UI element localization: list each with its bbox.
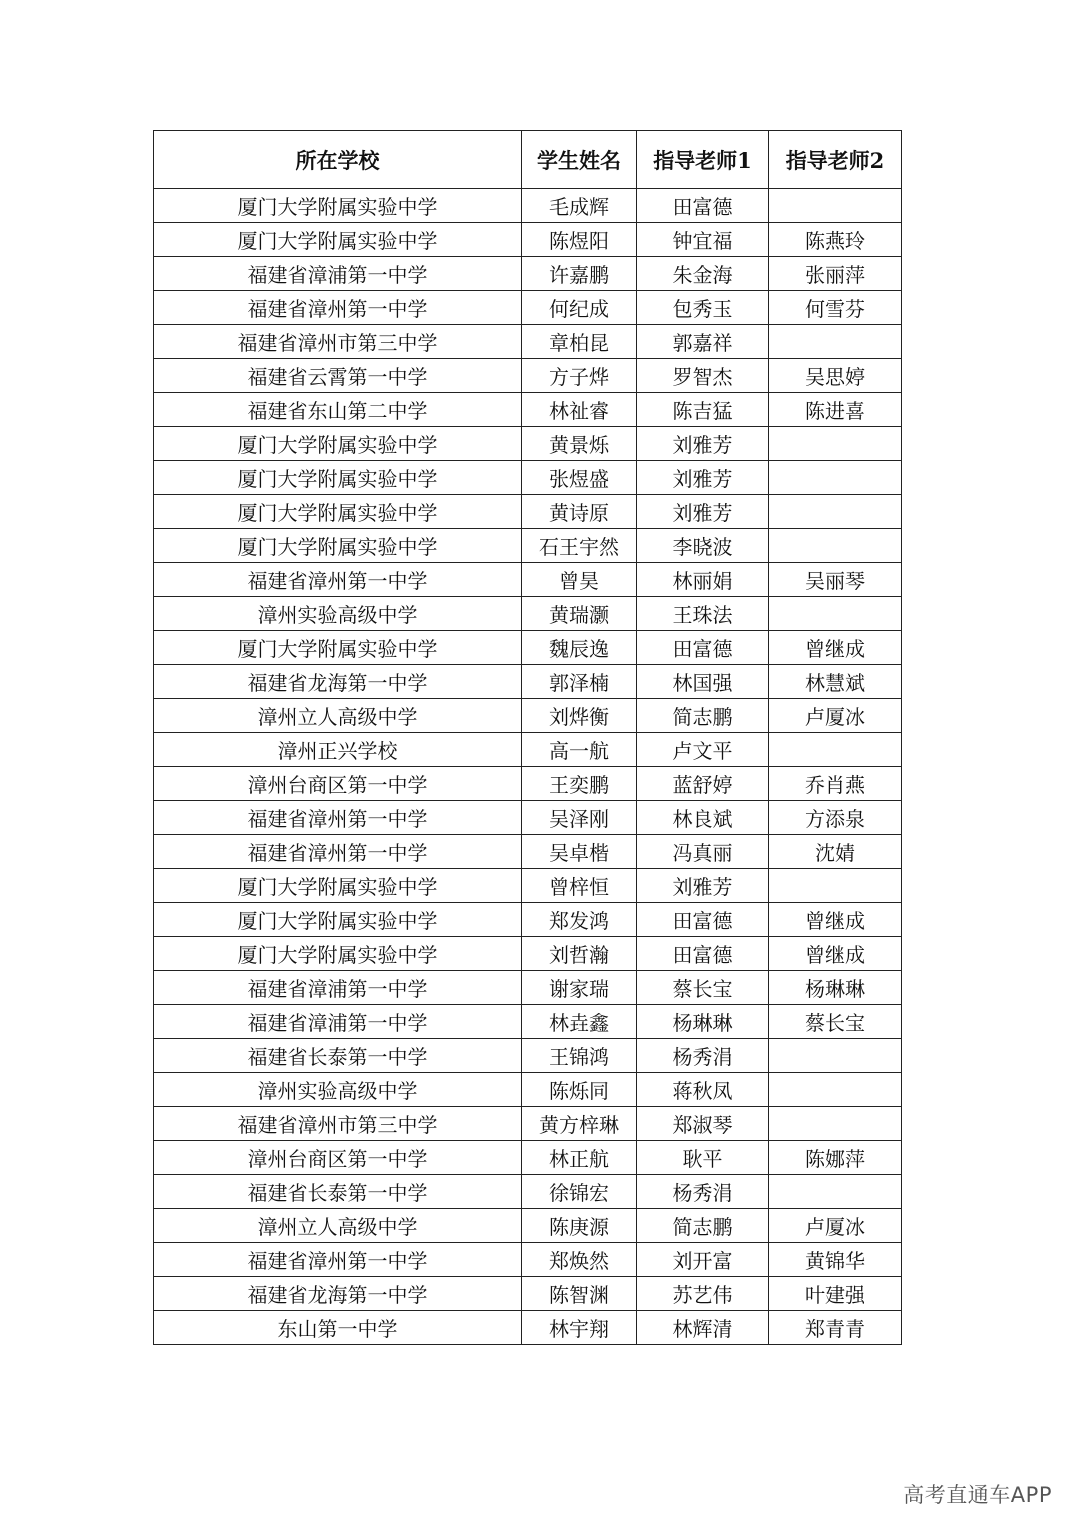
table-row bbox=[154, 631, 902, 665]
cell-teacher-1: 陈吉猛 bbox=[637, 393, 769, 427]
table-row bbox=[154, 291, 902, 325]
award-table bbox=[153, 130, 902, 1345]
table-row bbox=[154, 1243, 902, 1277]
cell-school: 漳州正兴学校 bbox=[154, 733, 522, 767]
cell-teacher-1: 刘雅芳 bbox=[637, 461, 769, 495]
header-student-name: 学生姓名 bbox=[522, 131, 637, 189]
cell-student-name: 吴泽刚 bbox=[522, 801, 637, 835]
cell-teacher-2 bbox=[769, 1175, 902, 1209]
table-row bbox=[154, 903, 902, 937]
cell-student-name: 方子烨 bbox=[522, 359, 637, 393]
cell-teacher-2: 方添泉 bbox=[769, 801, 902, 835]
cell-teacher-2 bbox=[769, 529, 902, 563]
header-row bbox=[154, 131, 902, 189]
cell-student-name: 郑焕然 bbox=[522, 1243, 637, 1277]
table-row bbox=[154, 1175, 902, 1209]
cell-teacher-1: 刘雅芳 bbox=[637, 427, 769, 461]
cell-student-name: 何纪成 bbox=[522, 291, 637, 325]
cell-student-name: 林正航 bbox=[522, 1141, 637, 1175]
cell-teacher-2: 卢厦冰 bbox=[769, 1209, 902, 1243]
cell-school: 福建省漳浦第一中学 bbox=[154, 257, 522, 291]
table-row bbox=[154, 1107, 902, 1141]
table-row bbox=[154, 767, 902, 801]
header-teacher-1: 指导老师1 bbox=[637, 131, 769, 189]
table-row bbox=[154, 495, 902, 529]
cell-teacher-1: 苏艺伟 bbox=[637, 1277, 769, 1311]
cell-school: 福建省云霄第一中学 bbox=[154, 359, 522, 393]
cell-teacher-2: 郑青青 bbox=[769, 1311, 902, 1345]
cell-teacher-2 bbox=[769, 461, 902, 495]
cell-teacher-1: 郭嘉祥 bbox=[637, 325, 769, 359]
cell-school: 漳州立人高级中学 bbox=[154, 699, 522, 733]
cell-school: 厦门大学附属实验中学 bbox=[154, 903, 522, 937]
cell-school: 厦门大学附属实验中学 bbox=[154, 529, 522, 563]
cell-school: 福建省漳浦第一中学 bbox=[154, 971, 522, 1005]
cell-student-name: 陈烁同 bbox=[522, 1073, 637, 1107]
cell-teacher-1: 林良斌 bbox=[637, 801, 769, 835]
table-row bbox=[154, 937, 902, 971]
table-row bbox=[154, 801, 902, 835]
cell-teacher-1: 杨琳琳 bbox=[637, 1005, 769, 1039]
cell-teacher-2: 吴丽琴 bbox=[769, 563, 902, 597]
cell-teacher-2 bbox=[769, 325, 902, 359]
watermark: 高考直通车APP bbox=[903, 1483, 1052, 1507]
cell-school: 厦门大学附属实验中学 bbox=[154, 869, 522, 903]
cell-school: 厦门大学附属实验中学 bbox=[154, 937, 522, 971]
cell-student-name: 刘哲瀚 bbox=[522, 937, 637, 971]
table-row bbox=[154, 835, 902, 869]
cell-teacher-1: 卢文平 bbox=[637, 733, 769, 767]
cell-teacher-1: 包秀玉 bbox=[637, 291, 769, 325]
cell-student-name: 黄景烁 bbox=[522, 427, 637, 461]
cell-school: 福建省龙海第一中学 bbox=[154, 665, 522, 699]
cell-teacher-1: 田富德 bbox=[637, 937, 769, 971]
cell-school: 福建省长泰第一中学 bbox=[154, 1175, 522, 1209]
cell-teacher-2: 曾继成 bbox=[769, 631, 902, 665]
cell-school: 漳州台商区第一中学 bbox=[154, 1141, 522, 1175]
cell-student-name: 石王宇然 bbox=[522, 529, 637, 563]
cell-student-name: 黄诗原 bbox=[522, 495, 637, 529]
cell-student-name: 郭泽楠 bbox=[522, 665, 637, 699]
cell-teacher-2 bbox=[769, 189, 902, 223]
cell-teacher-1: 田富德 bbox=[637, 631, 769, 665]
table-row bbox=[154, 869, 902, 903]
cell-teacher-1: 罗智杰 bbox=[637, 359, 769, 393]
cell-school: 福建省漳州第一中学 bbox=[154, 835, 522, 869]
cell-student-name: 毛成辉 bbox=[522, 189, 637, 223]
cell-student-name: 刘烨衡 bbox=[522, 699, 637, 733]
cell-school: 漳州立人高级中学 bbox=[154, 1209, 522, 1243]
cell-teacher-2 bbox=[769, 427, 902, 461]
cell-school: 福建省漳州第一中学 bbox=[154, 1243, 522, 1277]
table-row bbox=[154, 223, 902, 257]
cell-school: 福建省漳州市第三中学 bbox=[154, 325, 522, 359]
cell-teacher-2: 陈进喜 bbox=[769, 393, 902, 427]
cell-student-name: 黄瑞灏 bbox=[522, 597, 637, 631]
cell-teacher-1: 李晓波 bbox=[637, 529, 769, 563]
cell-teacher-1: 刘开富 bbox=[637, 1243, 769, 1277]
cell-teacher-1: 郑淑琴 bbox=[637, 1107, 769, 1141]
header-school: 所在学校 bbox=[154, 131, 522, 189]
cell-student-name: 魏辰逸 bbox=[522, 631, 637, 665]
cell-teacher-2: 林慧斌 bbox=[769, 665, 902, 699]
table-row bbox=[154, 1141, 902, 1175]
cell-teacher-1: 刘雅芳 bbox=[637, 495, 769, 529]
cell-teacher-2: 陈燕玲 bbox=[769, 223, 902, 257]
cell-teacher-1: 田富德 bbox=[637, 903, 769, 937]
cell-teacher-2: 蔡长宝 bbox=[769, 1005, 902, 1039]
cell-student-name: 高一航 bbox=[522, 733, 637, 767]
table-row bbox=[154, 461, 902, 495]
cell-teacher-2: 曾继成 bbox=[769, 937, 902, 971]
cell-teacher-1: 王珠法 bbox=[637, 597, 769, 631]
cell-teacher-2: 何雪芬 bbox=[769, 291, 902, 325]
table-header bbox=[154, 131, 902, 189]
cell-school: 福建省漳浦第一中学 bbox=[154, 1005, 522, 1039]
cell-teacher-1: 简志鹏 bbox=[637, 1209, 769, 1243]
cell-teacher-2: 吴思婷 bbox=[769, 359, 902, 393]
cell-teacher-1: 林国强 bbox=[637, 665, 769, 699]
cell-school: 福建省漳州市第三中学 bbox=[154, 1107, 522, 1141]
cell-teacher-1: 耿平 bbox=[637, 1141, 769, 1175]
table-row bbox=[154, 1277, 902, 1311]
cell-school: 厦门大学附属实验中学 bbox=[154, 631, 522, 665]
table-row bbox=[154, 1073, 902, 1107]
table-row bbox=[154, 699, 902, 733]
cell-teacher-1: 蔡长宝 bbox=[637, 971, 769, 1005]
cell-student-name: 曾梓恒 bbox=[522, 869, 637, 903]
cell-teacher-1: 蓝舒婷 bbox=[637, 767, 769, 801]
cell-student-name: 王奕鹏 bbox=[522, 767, 637, 801]
cell-teacher-2: 曾继成 bbox=[769, 903, 902, 937]
cell-teacher-2 bbox=[769, 495, 902, 529]
cell-teacher-2: 杨琳琳 bbox=[769, 971, 902, 1005]
cell-student-name: 王锦鸿 bbox=[522, 1039, 637, 1073]
table-row bbox=[154, 1039, 902, 1073]
cell-school: 福建省漳州第一中学 bbox=[154, 563, 522, 597]
cell-teacher-2 bbox=[769, 1039, 902, 1073]
table-row bbox=[154, 325, 902, 359]
cell-student-name: 郑发鸿 bbox=[522, 903, 637, 937]
cell-school: 福建省龙海第一中学 bbox=[154, 1277, 522, 1311]
cell-student-name: 吴卓楷 bbox=[522, 835, 637, 869]
table-row bbox=[154, 257, 902, 291]
cell-teacher-1: 简志鹏 bbox=[637, 699, 769, 733]
table-body bbox=[154, 189, 902, 1345]
cell-teacher-2: 黄锦华 bbox=[769, 1243, 902, 1277]
cell-teacher-2 bbox=[769, 869, 902, 903]
cell-school: 厦门大学附属实验中学 bbox=[154, 189, 522, 223]
table-row bbox=[154, 427, 902, 461]
cell-school: 福建省漳州第一中学 bbox=[154, 291, 522, 325]
cell-school: 东山第一中学 bbox=[154, 1311, 522, 1345]
table-row bbox=[154, 563, 902, 597]
cell-teacher-1: 杨秀涓 bbox=[637, 1175, 769, 1209]
cell-student-name: 章柏昆 bbox=[522, 325, 637, 359]
cell-school: 漳州实验高级中学 bbox=[154, 1073, 522, 1107]
cell-student-name: 曾昊 bbox=[522, 563, 637, 597]
table-row bbox=[154, 597, 902, 631]
cell-school: 厦门大学附属实验中学 bbox=[154, 427, 522, 461]
cell-student-name: 谢家瑞 bbox=[522, 971, 637, 1005]
cell-teacher-2 bbox=[769, 597, 902, 631]
cell-student-name: 许嘉鹏 bbox=[522, 257, 637, 291]
cell-school: 漳州台商区第一中学 bbox=[154, 767, 522, 801]
table-row bbox=[154, 971, 902, 1005]
cell-teacher-2: 乔肖燕 bbox=[769, 767, 902, 801]
cell-teacher-1: 钟宜福 bbox=[637, 223, 769, 257]
cell-school: 厦门大学附属实验中学 bbox=[154, 495, 522, 529]
cell-teacher-2: 卢厦冰 bbox=[769, 699, 902, 733]
cell-school: 福建省长泰第一中学 bbox=[154, 1039, 522, 1073]
cell-teacher-2 bbox=[769, 733, 902, 767]
cell-teacher-2: 陈娜萍 bbox=[769, 1141, 902, 1175]
cell-teacher-1: 蒋秋凤 bbox=[637, 1073, 769, 1107]
cell-teacher-1: 林丽娟 bbox=[637, 563, 769, 597]
table-row bbox=[154, 733, 902, 767]
cell-student-name: 林垚鑫 bbox=[522, 1005, 637, 1039]
cell-school: 福建省漳州第一中学 bbox=[154, 801, 522, 835]
table-row bbox=[154, 359, 902, 393]
cell-teacher-1: 杨秀涓 bbox=[637, 1039, 769, 1073]
cell-teacher-1: 朱金海 bbox=[637, 257, 769, 291]
cell-teacher-2: 沈婧 bbox=[769, 835, 902, 869]
table-row bbox=[154, 1005, 902, 1039]
table-row bbox=[154, 665, 902, 699]
table-row bbox=[154, 1311, 902, 1345]
cell-student-name: 林祉睿 bbox=[522, 393, 637, 427]
table-row bbox=[154, 529, 902, 563]
cell-student-name: 陈煜阳 bbox=[522, 223, 637, 257]
cell-student-name: 徐锦宏 bbox=[522, 1175, 637, 1209]
cell-teacher-1: 田富德 bbox=[637, 189, 769, 223]
cell-teacher-2: 张丽萍 bbox=[769, 257, 902, 291]
cell-teacher-1: 林辉清 bbox=[637, 1311, 769, 1345]
cell-student-name: 陈智渊 bbox=[522, 1277, 637, 1311]
table-row bbox=[154, 189, 902, 223]
cell-school: 福建省东山第二中学 bbox=[154, 393, 522, 427]
cell-teacher-2 bbox=[769, 1073, 902, 1107]
table-row bbox=[154, 1209, 902, 1243]
cell-school: 漳州实验高级中学 bbox=[154, 597, 522, 631]
cell-school: 厦门大学附属实验中学 bbox=[154, 461, 522, 495]
cell-student-name: 张煜盛 bbox=[522, 461, 637, 495]
cell-student-name: 黄方梓琳 bbox=[522, 1107, 637, 1141]
cell-student-name: 林宇翔 bbox=[522, 1311, 637, 1345]
cell-school: 厦门大学附属实验中学 bbox=[154, 223, 522, 257]
cell-teacher-2 bbox=[769, 1107, 902, 1141]
cell-student-name: 陈庚源 bbox=[522, 1209, 637, 1243]
header-teacher-2: 指导老师2 bbox=[769, 131, 902, 189]
cell-teacher-1: 冯真丽 bbox=[637, 835, 769, 869]
table-row bbox=[154, 393, 902, 427]
cell-teacher-1: 刘雅芳 bbox=[637, 869, 769, 903]
cell-teacher-2: 叶建强 bbox=[769, 1277, 902, 1311]
